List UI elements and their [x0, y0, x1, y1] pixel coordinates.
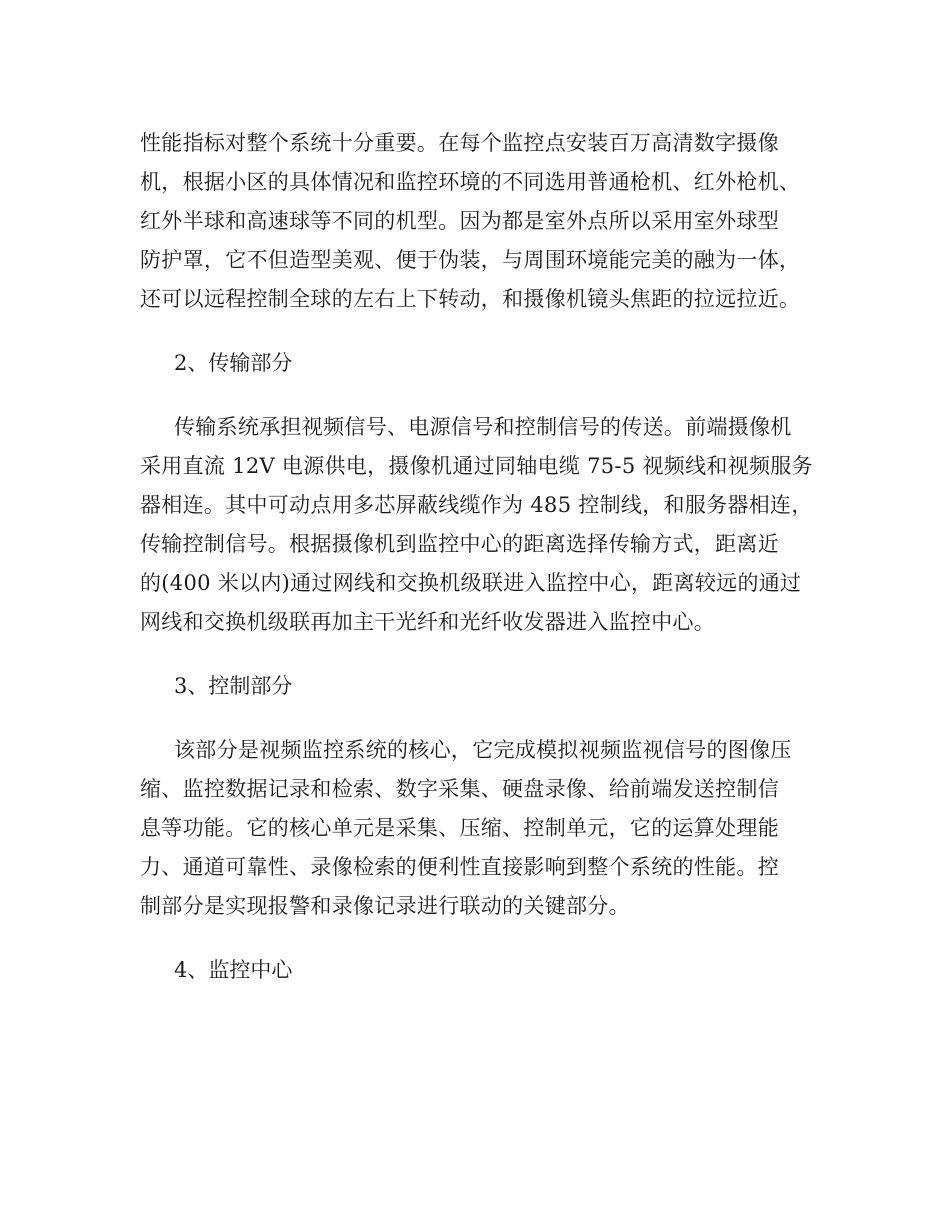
text-line: 器相连。其中可动点用多芯屏蔽线缆作为 485 控制线，和服务器相连，	[140, 493, 813, 517]
text-line: 采用直流 12V 电源供电，摄像机通过同轴电缆 75-5 视频线和视频服务	[140, 454, 813, 478]
text-line: 该部分是视频监控系统的核心，它完成模拟视频监视信号的图像压	[174, 738, 792, 762]
document-page	[140, 124, 813, 990]
text-line: 力、通道可靠性、录像检索的便利性直接影响到整个系统的性能。控	[140, 855, 779, 879]
text-line: 传输控制信号。根据摄像机到监控中心的距离选择传输方式，距离近	[140, 532, 779, 556]
text-line: 的(400 米以内)通过网线和交换机级联进入监控中心，距离较远的通过	[140, 571, 802, 595]
text-line: 性能指标对整个系统十分重要。在每个监控点安装百万高清数字摄像	[140, 131, 779, 155]
paragraph-camera-intro	[140, 124, 810, 319]
section-heading-control: 3、控制部分	[174, 674, 293, 698]
section-heading-transmission: 2、传输部分	[174, 351, 293, 375]
text-line: 制部分是实现报警和录像记录进行联动的关键部分。	[140, 894, 630, 918]
text-line: 机，根据小区的具体情况和监控环境的不同选用普通枪机、红外枪机、	[140, 170, 801, 194]
paragraph-transmission	[140, 408, 813, 642]
text-line: 网线和交换机级联再加主干光纤和光纤收发器进入监控中心。	[140, 610, 716, 634]
text-line: 息等功能。它的核心单元是采集、压缩、控制单元，它的运算处理能	[140, 816, 779, 840]
paragraph-control	[140, 731, 810, 926]
text-line: 还可以远程控制全球的左右上下转动，和摄像机镜头焦距的拉远拉近。	[140, 287, 801, 311]
section-heading-monitoring-center: 4、监控中心	[174, 958, 293, 982]
text-line: 传输系统承担视频信号、电源信号和控制信号的传送。前端摄像机	[174, 415, 792, 439]
text-line: 缩、监控数据记录和检索、数字采集、硬盘录像、给前端发送控制信	[140, 777, 779, 801]
text-line: 红外半球和高速球等不同的机型。因为都是室外点所以采用室外球型	[140, 209, 779, 233]
text-line: 防护罩，它不但造型美观、便于伪装，与周围环境能完美的融为一体，	[140, 248, 801, 272]
